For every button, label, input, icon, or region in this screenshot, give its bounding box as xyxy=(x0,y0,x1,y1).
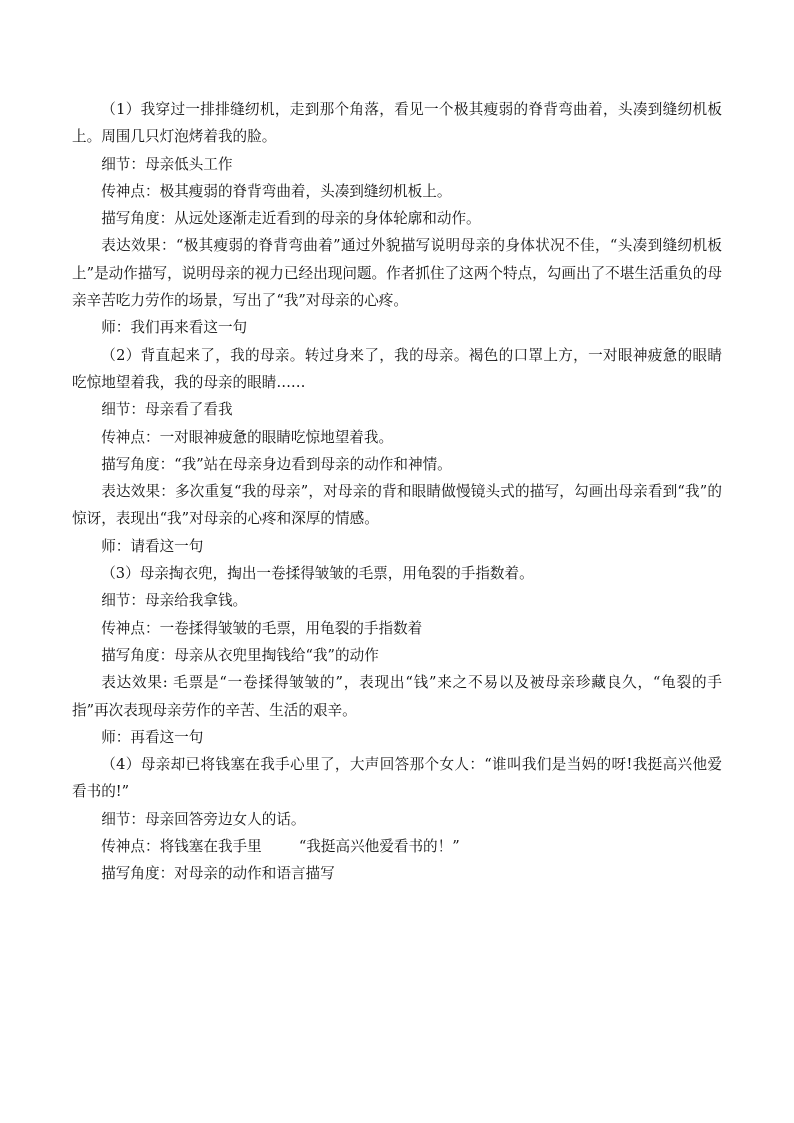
teacher-line-2: 师：请看这一句 xyxy=(101,537,204,555)
paragraph-3-angle: 描写角度：母亲从衣兜里掏钱给“我”的动作 xyxy=(101,646,379,664)
teacher-line-3: 师：再看这一句 xyxy=(101,728,204,746)
paragraph-1-vivid-point: 传神点：极其瘦弱的脊背弯曲着，头凑到缝纫机板上。 xyxy=(101,182,452,200)
paragraph-3-detail: 细节：母亲给我拿钱。 xyxy=(101,592,248,610)
paragraph-4-sentence: （4）母亲却已将钱塞在我手心里了，大声回答那个女人：“谁叫我们是当妈的呀!我挺高兴他爱看书的!” xyxy=(72,756,722,801)
paragraph-4-vivid-point: 传神点：将钱塞在我手里 “我挺高兴他爱看书的！” xyxy=(101,838,460,856)
paragraph-3-vivid-point: 传神点：一卷揉得皱皱的毛票，用龟裂的手指数着 xyxy=(101,619,423,637)
paragraph-2-detail: 细节：母亲看了看我 xyxy=(101,401,233,419)
teacher-line-1: 师：我们再来看这一句 xyxy=(101,319,248,337)
paragraph-3-sentence: （3）母亲掏衣兜，掏出一卷揉得皱皱的毛票，用龟裂的手指数着。 xyxy=(101,565,534,583)
paragraph-3-effect: 表达效果: 毛票是“一卷揉得皱皱的”，表现出“钱”来之不易以及被母亲珍藏良久，“龟裂的手指”再次表现母亲劳作的辛苦、生活的艰辛。 xyxy=(72,674,722,719)
paragraph-4-angle: 描写角度：对母亲的动作和语言描写 xyxy=(101,865,335,883)
paragraph-1-detail: 细节：母亲低头工作 xyxy=(101,155,233,173)
paragraph-2-sentence: （2）背直起来了，我的母亲。转过身来了，我的母亲。褐色的口罩上方，一对眼神疲惫的眼睛吃惊地望着我，我的母亲的眼睛…… xyxy=(72,346,722,391)
paragraph-1-sentence: （1）我穿过一排排缝纫机，走到那个角落，看见一个极其瘦弱的脊背弯曲着，头凑到缝纫机板上。周围几只灯泡烤着我的脸。 xyxy=(72,101,722,146)
paragraph-1-effect: 表达效果：“极其瘦弱的脊背弯曲着”通过外貌描写说明母亲的身体状况不佳，“头凑到缝纫机板上”是动作描写，说明母亲的视力已经出现问题。作者抓住了这两个特点，勾画出了不堪生活重负的母亲辛苦吃力劳作的场景，写出了“我”对母亲的心疼。 xyxy=(72,237,722,310)
paragraph-1-angle: 描写角度：从远处逐渐走近看到的母亲的身体轮廓和动作。 xyxy=(101,210,481,228)
document-page xyxy=(72,96,722,888)
paragraph-2-vivid-point: 传神点：一对眼神疲惫的眼睛吃惊地望着我。 xyxy=(101,428,394,446)
paragraph-2-angle: 描写角度：“我”站在母亲身边看到母亲的动作和神情。 xyxy=(101,455,452,473)
paragraph-2-effect: 表达效果：多次重复“我的母亲”，对母亲的背和眼睛做慢镜头式的描写，勾画出母亲看到“我”的惊讶，表现出“我”对母亲的心疼和深厚的情感。 xyxy=(72,483,722,528)
paragraph-4-detail: 细节：母亲回答旁边女人的话。 xyxy=(101,810,306,828)
